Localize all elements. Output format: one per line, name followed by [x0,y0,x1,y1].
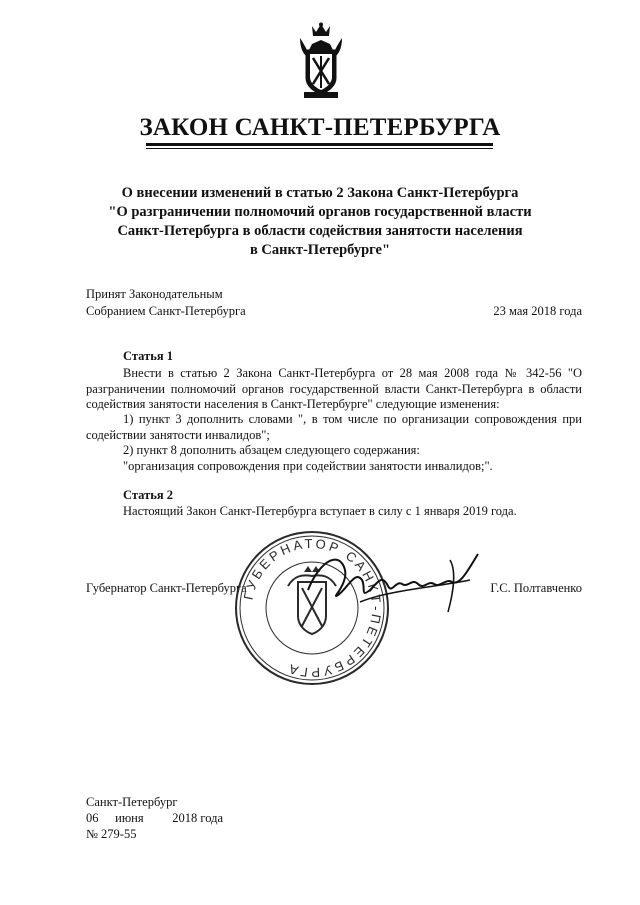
adoption-line-1: Принят Законодательным [86,287,223,301]
adoption-line-2: Собранием Санкт-Петербурга [86,304,246,318]
signing-place: Санкт-Петербург [86,795,178,809]
law-subject-line: "О разграничении полномочий органов государственной власти [108,204,532,220]
coat-of-arms-emblem [292,22,350,100]
title-rule-thin [146,148,493,149]
article-1-item-1: 1) пункт 3 дополнить словами ", в том числе по организации сопровождения при содействии занятости инвалидов"; [86,412,582,442]
article-1-intro: Внести в статью 2 Закона Санкт-Петербурга от 28 мая 2008 года № 342-56 "О разграничении полномочий органов государственной власти Санкт-Петербурга в области содействия занятости населения в Санкт-Петербурге" следующие изменения: [86,366,582,411]
signing-year: 2018 года [172,811,223,825]
adoption-date: 23 мая 2018 года [493,304,582,318]
title-rule-thick [146,143,493,146]
article-1-item-2: 2) пункт 8 дополнить абзацем следующего содержания: [123,443,420,457]
law-subject [60,184,580,260]
signing-day: 06 [86,811,99,825]
governor-name: Г.С. Полтавченко [490,581,582,595]
law-subject-line: О внесении изменений в статью 2 Закона Санкт-Петербурга [121,185,519,201]
handwritten-signature [300,540,500,620]
svg-text:ГУБЕРНАТОР САНКТ-ПЕТЕРБУРГА: ГУБЕРНАТОР САНКТ-ПЕТЕРБУРГА [240,535,385,681]
governor-label: Губернатор Санкт-Петербурга [86,581,247,595]
law-title: ЗАКОН САНКТ-ПЕТЕРБУРГА [139,114,501,141]
article-2-title: Статья 2 [123,488,173,502]
signing-month: июня [115,811,144,825]
article-2-text: Настоящий Закон Санкт-Петербурга вступает в силу с 1 января 2019 года. [123,504,517,518]
law-subject-line: в Санкт-Петербурге" [249,242,391,258]
article-1-item-2-quote: "организация сопровождения при содействии занятости инвалидов;". [123,459,493,473]
law-subject-line: Санкт-Петербурга в области содействия занятости населения [117,223,523,239]
signing-date [86,810,223,826]
law-number: № 279-55 [86,827,137,841]
article-1-title: Статья 1 [123,349,173,363]
